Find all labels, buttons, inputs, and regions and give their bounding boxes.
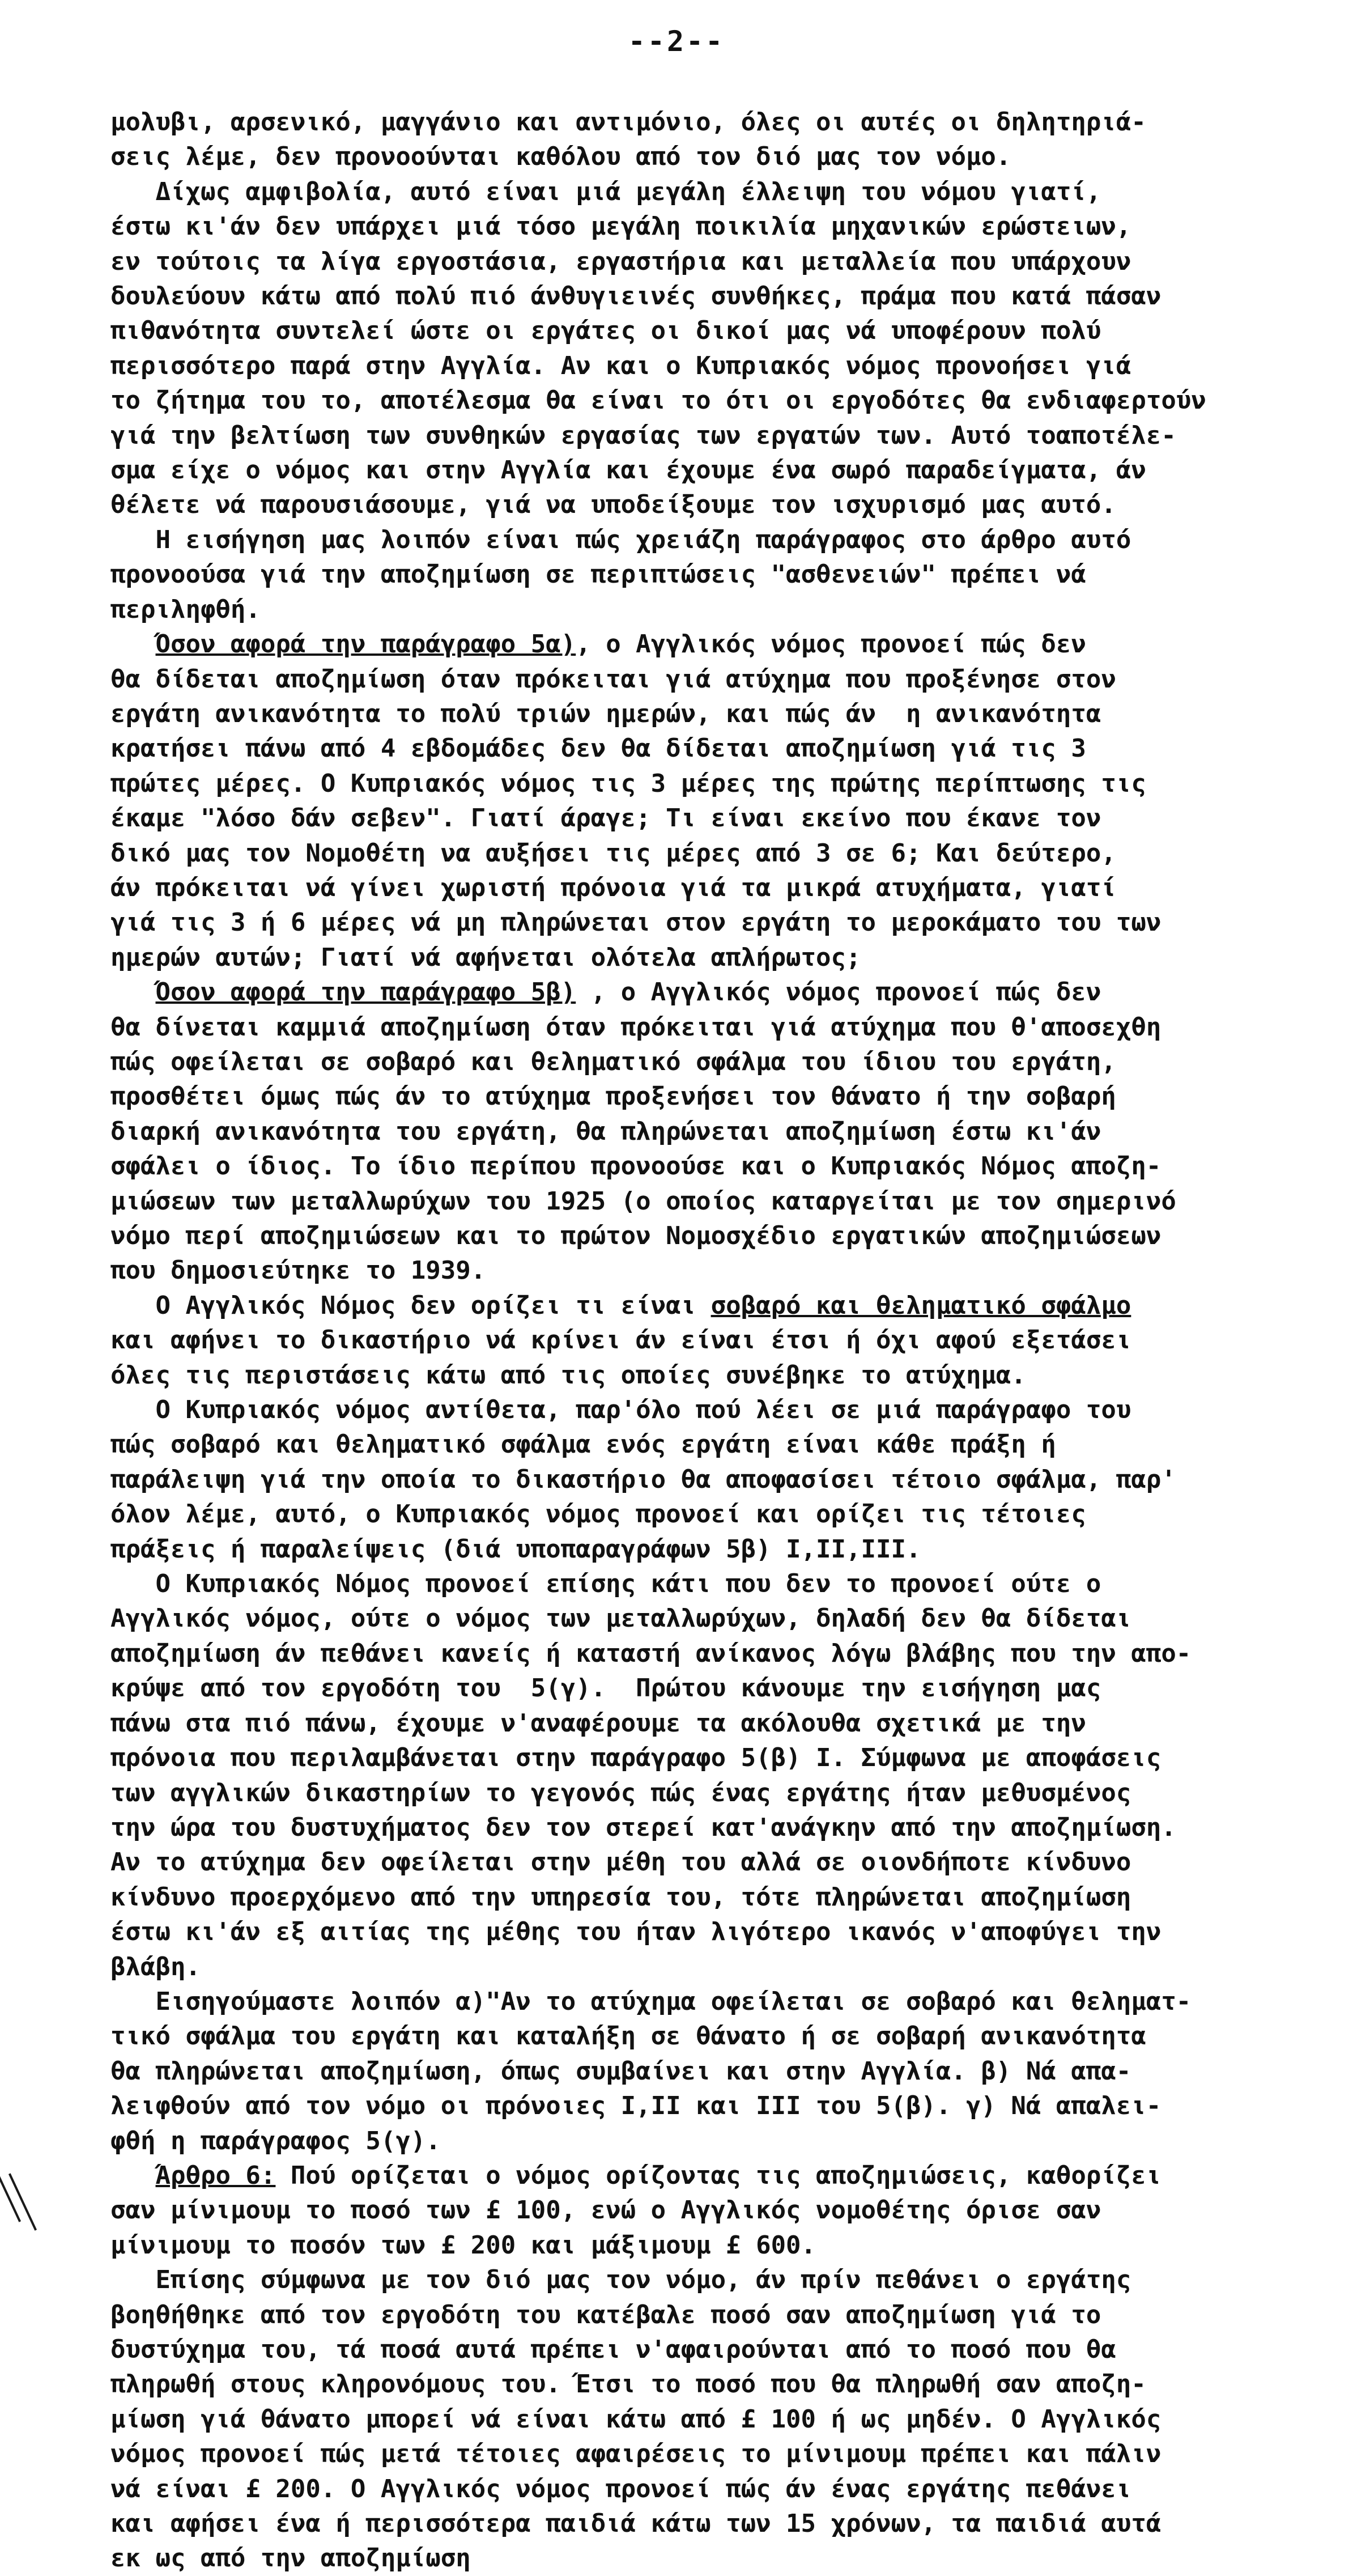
text-line: και αφήσει ένα ή περισσότερα παιδιά κάτω των 15 χρόνων, τα παιδιά αυτά xyxy=(110,2509,1161,2539)
text-line: όλον λέμε, αυτό, ο Κυπριακός νόμος προνοεί και ορίζει τις τέτοιες xyxy=(110,1500,1086,1529)
text-line: δυστύχημα του, τά ποσά αυτά πρέπει ν'αφαιρούνται από το ποσό που θα xyxy=(110,2335,1116,2364)
text-line: κίνδυνο προερχόμενο από την υπηρεσία του, τότε πληρώνεται αποζημίωση xyxy=(110,1882,1131,1912)
text-line: όλες τις περιστάσεις κάτω από τις οποίες συνέβηκε το ατύχημα. xyxy=(110,1360,1026,1390)
text-line: που δημοσιεύτηκε το 1939. xyxy=(110,1256,486,1285)
text-line: κρύψε από τον εργοδότη του 5(γ). Πρώτου κάνουμε την εισήγηση μας xyxy=(110,1674,1101,1703)
text-line: την ώρα του δυστυχήματος δεν τον στερεί κατ'ανάγκην από την αποζημίωση. xyxy=(110,1813,1176,1842)
text-line: κρατήσει πάνω από 4 εβδομάδες δεν θα δίδεται αποζημίωση γιά τις 3 xyxy=(110,734,1086,763)
text-line: λειφθούν από τον νόμο οι πρόνοιες I,II και III του 5(β). γ) Νά απαλει- xyxy=(110,2091,1161,2121)
underlined-heading: σοβαρό και θεληματικό σφάλμο xyxy=(710,1291,1131,1320)
scan-artifact xyxy=(8,2173,37,2230)
text-line: έκαμε "λόσο δάν σεβεν". Γιατί άραγε; Τι είναι εκείνο που έκανε τον xyxy=(110,804,1101,833)
text-line: μολυβι, αρσενικό, μαγγάνιο και αντιμόνιο, όλες οι αυτές οι δηλητηριά- xyxy=(110,108,1146,137)
text-line: Επίσης σύμφωνα με τον διό μας τον νόμο, άν πρίν πεθάνει ο εργάτης xyxy=(110,2265,1131,2295)
text-line: νόμο περί αποζημιώσεων και το πρώτον Νομοσχέδιο εργατικών αποζημιώσεων xyxy=(110,1221,1161,1250)
text-line: έστω κι'άν εξ αιτίας της μέθης του ήταν λιγότερο ικανός ν'αποφύγει την xyxy=(110,1917,1161,1947)
text-line: των αγγλικών δικαστηρίων το γεγονός πώς ένας εργάτης ήταν μεθυσμένος xyxy=(110,1778,1131,1807)
text-line: γιά την βελτίωση των συνθηκών εργασίας των εργατών των. Αυτό τοαποτέλε- xyxy=(110,421,1176,450)
text-line: παράλειψη γιά την οποία το δικαστήριο θα αποφασίσει τέτοιο σφάλμα, παρ' xyxy=(110,1465,1176,1494)
text-line: πώς οφείλεται σε σοβαρό και θεληματικό σφάλμα του ίδιου του εργάτη, xyxy=(110,1047,1116,1076)
text-line: φθή η παράγραφος 5(γ). xyxy=(110,2126,441,2155)
text-line: σφάλει ο ίδιος. Το ίδιο περίπου προνοούσε και ο Κυπριακός Νόμος αποζη- xyxy=(110,1152,1161,1181)
text-line: και αφήνει το δικαστήριο νά κρίνει άν είναι έτσι ή όχι αφού εξετάσει xyxy=(110,1326,1131,1355)
text-line: σαν μίνιμουμ το ποσό των £ 100, ενώ ο Αγγλικός νομοθέτης όρισε σαν xyxy=(110,2196,1101,2225)
text-line: Δίχως αμφιβολία, αυτό είναι μιά μεγάλη έλλειψη του νόμου γιατί, xyxy=(110,177,1101,206)
text-line: Εισηγούμαστε λοιπόν α)"Αν το ατύχημα οφείλεται σε σοβαρό και θεληματ- xyxy=(110,1987,1192,2016)
text-line: εργάτη ανικανότητα το πολύ τριών ημερών, και πώς άν η ανικανότητα xyxy=(110,699,1101,728)
text-line: μίωση γιά θάνατο μπορεί νά είναι κάτω από £ 100 ή ως μηδέν. Ο Αγγλικός xyxy=(110,2404,1161,2434)
text-line: δικό μας τον Νομοθέτη να αυξήσει τις μέρες από 3 σε 6; Και δεύτερο, xyxy=(110,838,1116,868)
text-line: σεις λέμε, δεν προνοούνται καθόλου από τον διό μας τον νόμο. xyxy=(110,142,1011,172)
text-line: θα δίδεται αποζημίωση όταν πρόκειται γιά ατύχημα που προξένησε στον xyxy=(110,664,1116,694)
text-line: αποζημίωση άν πεθάνει κανείς ή καταστή ανίκανος λόγω βλάβης που την απο- xyxy=(110,1639,1192,1668)
text-line: γιά τις 3 ή 6 μέρες νά μη πληρώνεται στον εργάτη το μεροκάματο του των xyxy=(110,908,1161,937)
text-line: Ο Κυπριακός Νόμος προνοεί επίσης κάτι που δεν το προνοεί ούτε ο xyxy=(110,1569,1101,1599)
text-line: Άρθρο 6: Πού ορίζεται ο νόμος ορίζοντας τις αποζημιώσεις, καθορίζει xyxy=(155,2161,1161,2190)
text-line: άν πρόκειται νά γίνει χωριστή πρόνοια γιά τα μικρά ατυχήματα, γιατί xyxy=(110,873,1116,902)
text-line: Αγγλικός νόμος, ούτε ο νόμος των μεταλλωρύχων, δηλαδή δεν θα δίδεται xyxy=(110,1604,1131,1633)
text-line: πληρωθή στους κληρονόμους του. Έτσι το ποσό που θα πληρωθή σαν αποζη- xyxy=(110,2370,1146,2399)
text-line: βοηθήθηκε από τον εργοδότη του κατέβαλε ποσό σαν αποζημίωση γιά το xyxy=(110,2300,1101,2329)
document-body xyxy=(110,105,1314,2576)
text-line: θα πληρώνεται αποζημίωση, όπως συμβαίνει και στην Αγγλία. β) Νά απα- xyxy=(110,2056,1131,2086)
text-line: έστω κι'άν δεν υπάρχει μιά τόσο μεγάλη ποικιλία μηχανικών ερώστειων, xyxy=(110,212,1131,241)
text-line: τικό σφάλμα του εργάτη και καταλήξη σε θάνατο ή σε σοβαρή ανικανότητα xyxy=(110,2022,1146,2051)
text-line: Όσον αφορά την παράγραφο 5β) , ο Αγγλικός νόμος προνοεί πώς δεν xyxy=(155,978,1101,1007)
text-line: ημερών αυτών; Γιατί νά αφήνεται ολότελα απλήρωτος; xyxy=(110,943,861,972)
underlined-heading: Όσον αφορά την παράγραφο 5β) xyxy=(155,978,576,1007)
text-line: θα δίνεται καμμιά αποζημίωση όταν πρόκειται γιά ατύχημα που θ'αποσεχθη xyxy=(110,1012,1161,1042)
text-line: θέλετε νά παρουσιάσουμε, γιά να υποδείξουμε τον ισχυρισμό μας αυτό. xyxy=(110,490,1116,520)
underlined-heading: Άρθρο 6: xyxy=(155,2161,276,2190)
text-line: πρόνοια που περιλαμβάνεται στην παράγραφο 5(β) Ι. Σύμφωνα με αποφάσεις xyxy=(110,1743,1161,1773)
text-line: το ζήτημα του το, αποτέλεσμα θα είναι το ότι οι εργοδότες θα ενδιαφερτούν xyxy=(110,386,1206,415)
page-number: --2-- xyxy=(628,25,725,58)
text-line: πάνω στα πιό πάνω, έχουμε ν'αναφέρουμε τα ακόλουθα σχετικά με την xyxy=(110,1708,1086,1738)
text-line: περιληφθή. xyxy=(110,595,261,624)
text-line: νά είναι £ 200. Ο Αγγλικός νόμος προνοεί πώς άν ένας εργάτης πεθάνει xyxy=(110,2474,1131,2503)
text-line: διαρκή ανικανότητα του εργάτη, θα πληρώνεται αποζημίωση έστω κι'άν xyxy=(110,1117,1101,1146)
text-line: Ο Κυπριακός νόμος αντίθετα, παρ'όλο πού λέει σε μιά παράγραφο του xyxy=(110,1395,1131,1425)
text-line: πώς σοβαρό και θεληματικό σφάλμα ενός εργάτη είναι κάθε πράξη ή xyxy=(110,1430,1056,1459)
text-line: Η εισήγηση μας λοιπόν είναι πώς χρειάζη παράγραφος στο άρθρο αυτό xyxy=(110,525,1131,554)
text-line: εν τούτοις τα λίγα εργοστάσια, εργαστήρια και μεταλλεία που υπάρχουν xyxy=(110,247,1131,276)
text-line: Όσον αφορά την παράγραφο 5α), ο Αγγλικός νόμος προνοεί πώς δεν xyxy=(155,630,1086,659)
text-line: μιώσεων των μεταλλωρύχων του 1925 (ο οποίος καταργείται με τον σημερινό xyxy=(110,1186,1176,1216)
text-line: περισσότερο παρά στην Αγγλία. Αν και ο Κυπριακός νόμος προνοήσει γιά xyxy=(110,351,1131,380)
text-line: δουλεύουν κάτω από πολύ πιό άνθυγιεινές συνθήκες, πράμα που κατά πάσαν xyxy=(110,282,1161,311)
text-line: προσθέτει όμως πώς άν το ατύχημα προξενήσει τον θάνατο ή την σοβαρή xyxy=(110,1082,1116,1111)
text-line: νόμος προνοεί πώς μετά τέτοιες αφαιρέσεις το μίνιμουμ πρέπει και πάλιν xyxy=(110,2439,1161,2469)
text-line: σμα είχε ο νόμος και στην Αγγλία και έχουμε ένα σωρό παραδείγματα, άν xyxy=(110,456,1146,485)
text-line: μίνιμουμ το ποσόν των £ 200 και μάξιμουμ £ 600. xyxy=(110,2230,816,2260)
underlined-heading: Όσον αφορά την παράγραφο 5α) xyxy=(155,630,576,659)
text-line: πιθανότητα συντελεί ώστε οι εργάτες οι δικοί μας νά υποφέρουν πολύ xyxy=(110,316,1101,346)
text-line: πράξεις ή παραλείψεις (διά υποπαραγράφων 5β) I,II,III. xyxy=(110,1534,921,1564)
text-line: Αν το ατύχημα δεν οφείλεται στην μέθη του αλλά σε οιονδήποτε κίνδυνο xyxy=(110,1848,1131,1877)
text-line: Ο Αγγλικός Νόμος δεν ορίζει τι είναι σοβαρό και θεληματικό σφάλμο xyxy=(110,1291,1131,1320)
text-line: εκ ως από την αποζημίωση xyxy=(110,2544,471,2573)
text-line: προνοούσα γιά την αποζημίωση σε περιπτώσεις "ασθενειών" πρέπει νά xyxy=(110,560,1086,589)
text-line: βλάβη. xyxy=(110,1952,201,1981)
text-line: πρώτες μέρες. Ο Κυπριακός νόμος τις 3 μέρες της πρώτης περίπτωσης τις xyxy=(110,769,1146,798)
